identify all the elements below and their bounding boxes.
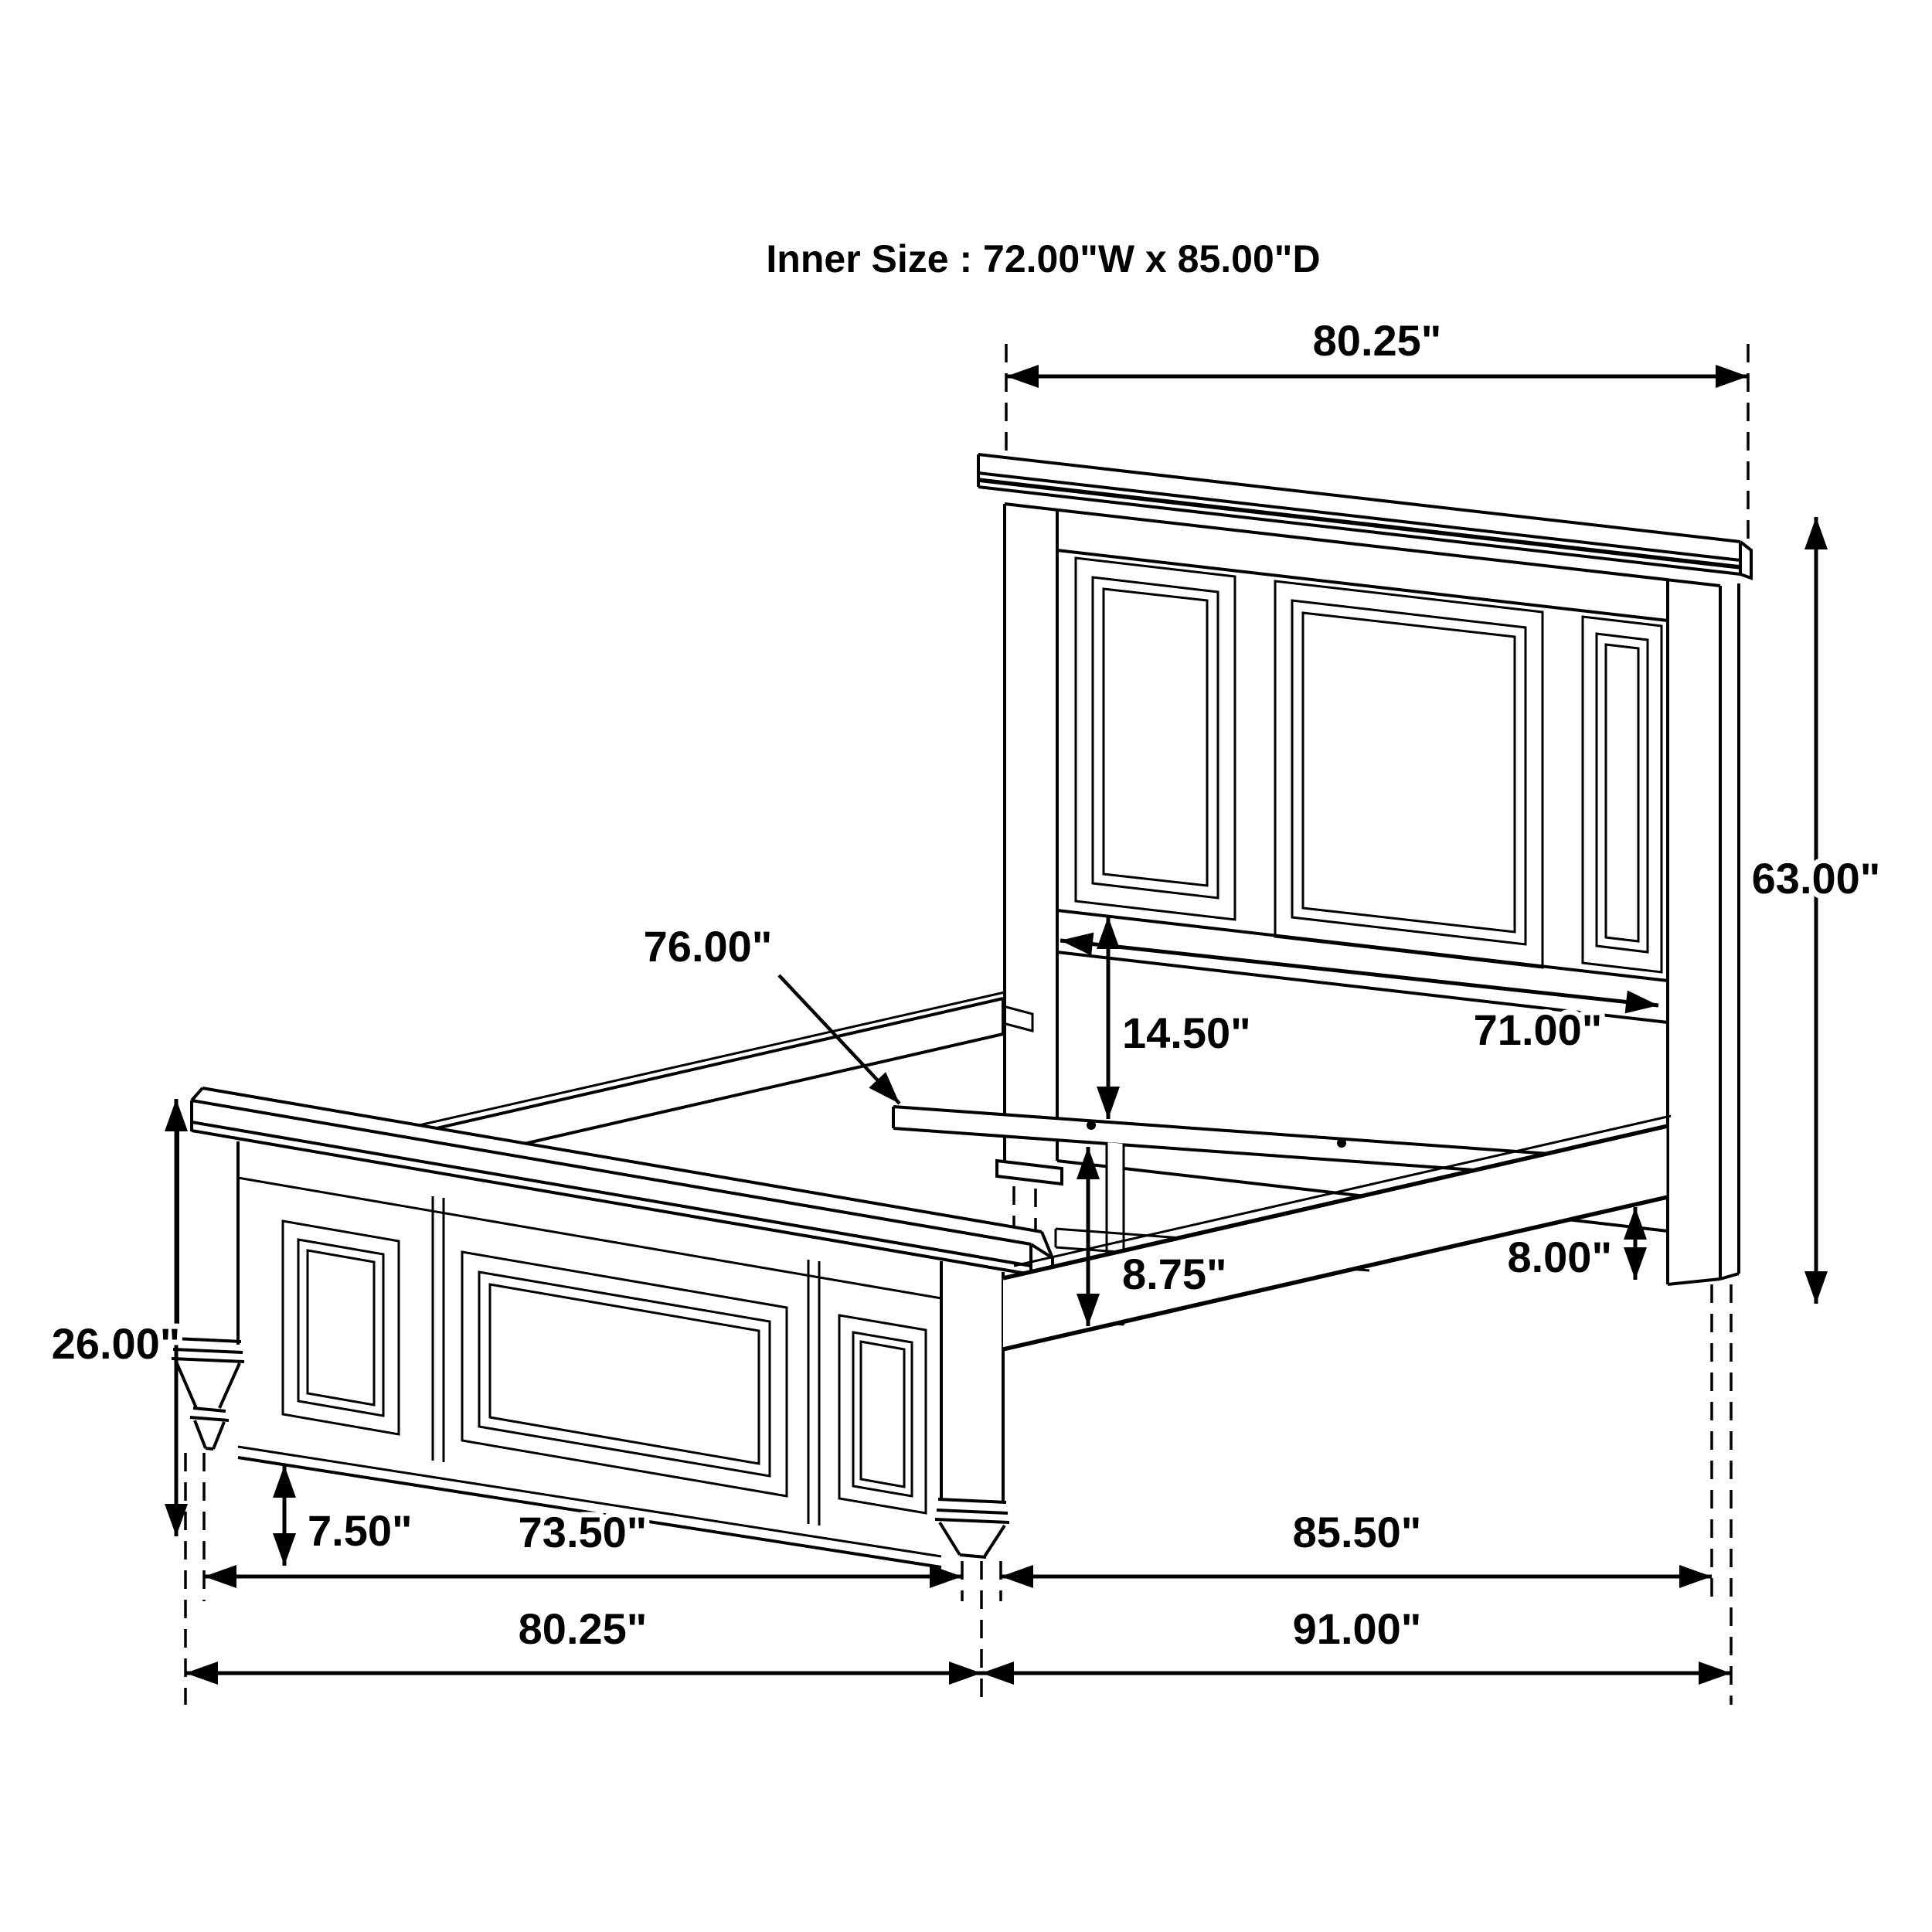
dimension-footboard-height bbox=[52, 1099, 188, 1536]
dimension-label-headboard-height: 63.00" bbox=[1751, 854, 1881, 903]
dimension-label-footboard-base-height: 7.50" bbox=[308, 1506, 413, 1555]
dimension-side-rail-length bbox=[1001, 1508, 1712, 1588]
dimension-label-slat-length: 76.00" bbox=[643, 922, 773, 971]
dimension-headboard-outer-width bbox=[1006, 316, 1748, 388]
screw-dot bbox=[1337, 1138, 1346, 1148]
dimension-label-side-rail-length: 85.50" bbox=[1292, 1508, 1422, 1556]
dimension-label-headboard-outer-width: 80.25" bbox=[1312, 316, 1442, 365]
dimension-label-headboard-inner-width: 71.00" bbox=[1473, 1005, 1603, 1054]
dimension-label-footboard-height: 26.00" bbox=[51, 1319, 181, 1368]
dimension-label-headboard-panel-height: 14.50" bbox=[1122, 1009, 1251, 1057]
screw-dot bbox=[1087, 1121, 1096, 1130]
dimension-label-inner-length: 73.50" bbox=[518, 1508, 648, 1556]
dimension-footboard-overall-width bbox=[185, 1604, 981, 1685]
dimension-label-overall-length: 91.00" bbox=[1292, 1604, 1422, 1653]
footboard-drawing bbox=[172, 1088, 1053, 1567]
dimension-label-slat-support-height: 8.75" bbox=[1122, 1250, 1227, 1298]
drawing-title: Inner Size : 72.00"W x 85.00"D bbox=[766, 237, 1321, 281]
dimension-label-footboard-overall-width: 80.25" bbox=[518, 1604, 648, 1653]
dimension-label-side-rail-height: 8.00" bbox=[1507, 1233, 1612, 1281]
dimension-headboard-height bbox=[1752, 517, 1881, 1304]
dimension-overall-length bbox=[981, 1604, 1731, 1685]
